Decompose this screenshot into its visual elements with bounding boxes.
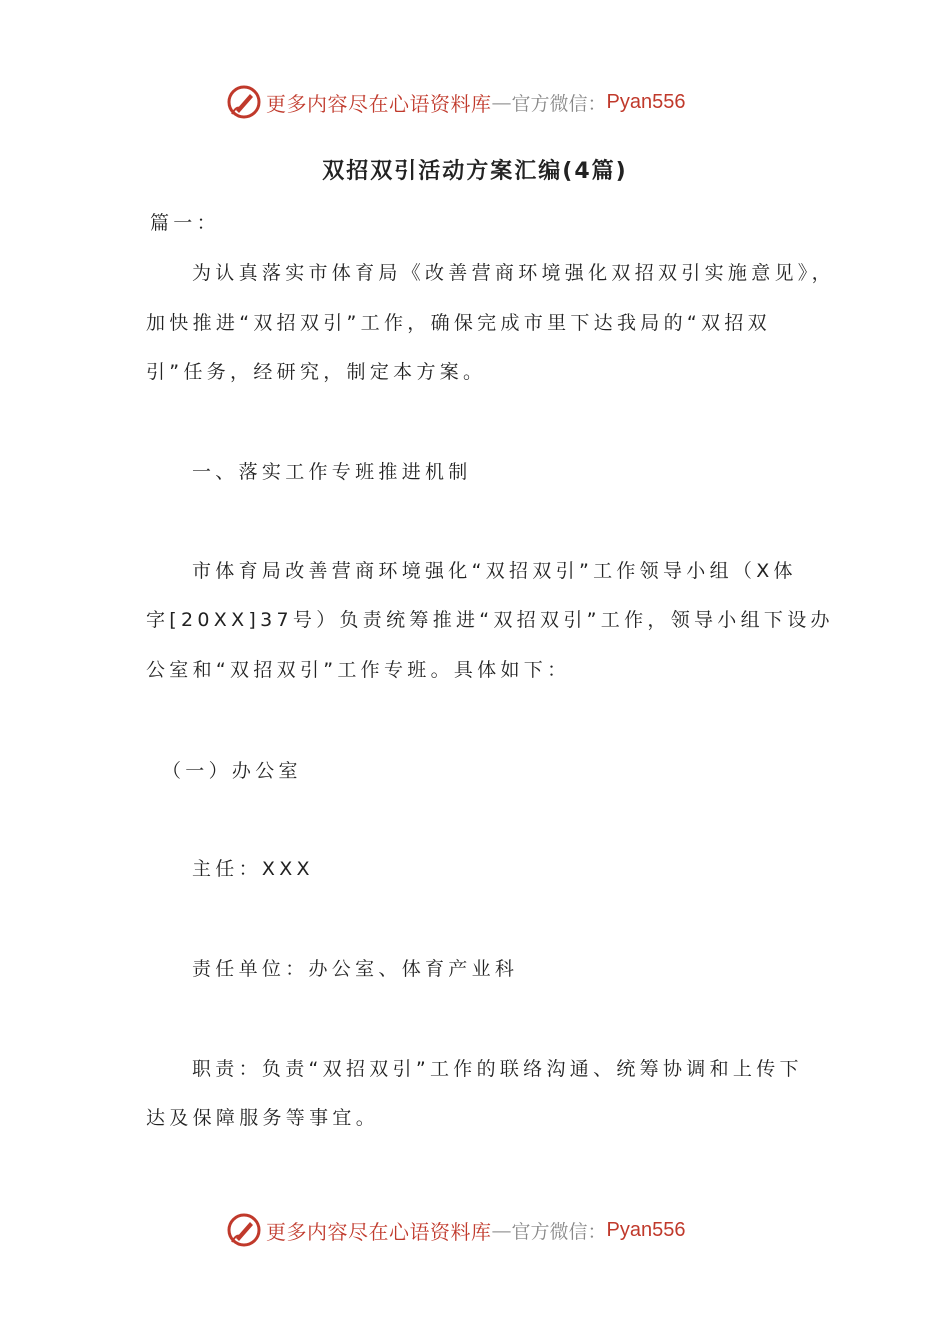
paragraph-line: 达及保障服务等事宜。 [146,1107,380,1129]
paragraph-line: 主任：XXX [192,858,314,880]
footer-banner [0,1210,950,1250]
paragraph-line: 字[20XX]37号）负责统筹推进“双招双引”工作，领导小组下设办 [146,609,834,631]
header-banner [0,82,950,122]
paragraph-line: 公室和“双招双引”工作专班。具体如下： [146,659,571,681]
paragraph-line: 责任单位：办公室、体育产业科 [192,958,519,980]
pen-logo-icon [226,1212,262,1248]
paragraph-line: 引”任务，经研究，制定本方案。 [146,361,487,383]
banner-separator: — [491,90,512,114]
page-title: 双招双引活动方案汇编(4篇) [322,159,628,184]
banner-wechat-id: Pyan556 [606,90,686,113]
heading-line: 一、落实工作专班推进机制 [192,461,472,483]
banner-separator: — [491,1218,512,1242]
banner-text: 更多内容尽在心语资料库 [266,91,492,116]
pen-logo-icon [226,84,262,120]
banner-text: 更多内容尽在心语资料库 [266,1219,492,1244]
paragraph-line: 为认真落实市体育局《改善营商环境强化双招双引实施意见》， [192,262,835,284]
banner-wechat-label: 官方微信： [511,1220,607,1243]
paragraph-line: 加快推进“双招双引”工作，确保完成市里下达我局的“双招双 [146,312,771,334]
paragraph-line: 市体育局改善营商环境强化“双招双引”工作领导小组（X体 [192,560,797,582]
banner-wechat-id: Pyan556 [606,1218,686,1241]
subheading-line: （一）办公室 [162,760,302,782]
section-label: 篇一： [150,212,220,234]
paragraph-line: 职责：负责“双招双引”工作的联络沟通、统筹协调和上传下 [192,1058,803,1080]
banner-wechat-label: 官方微信： [511,92,607,115]
